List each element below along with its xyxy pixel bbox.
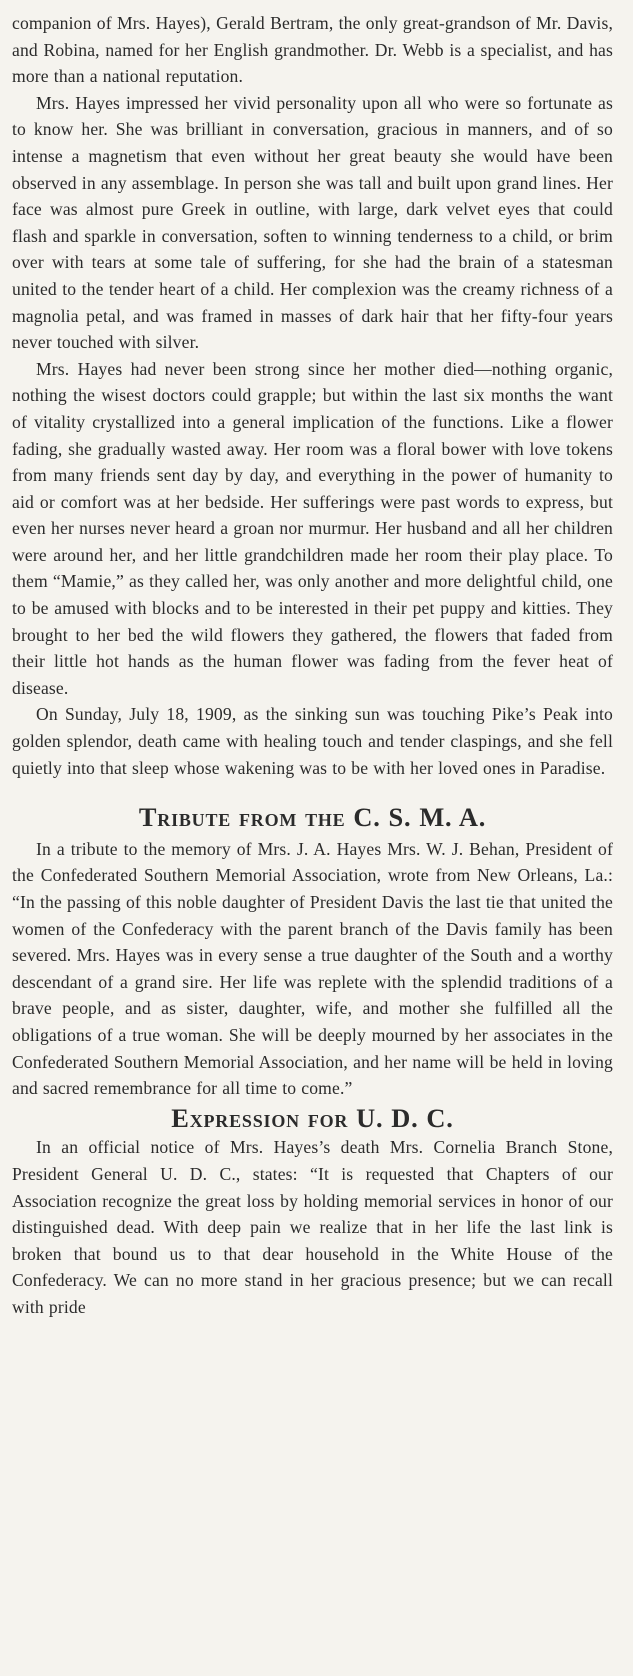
- section-heading-csma: Tribute from the C. S. M. A.: [138, 802, 487, 833]
- section-heading-udc: Expression for U. D. C.: [171, 1102, 454, 1133]
- paragraph-personality: Mrs. Hayes impressed her vivid personality upon all who were so fortunate as to know her. She was brilliant in conversation, gracious in manners, and of so intense a magnetism that even without her great beauty she would have been observed in any assemblage. In person she was tall and built upon grand lines. Her face was almost pure Greek in outline, with large, dark velvet eyes that could flash and sparkle in conversation, soften to winning tenderness to a child, or brim over with tears at some tale of suffering, for she had the brain of a statesman united to the tender heart of a child. Her complexion was the creamy richness of a magnolia petal, and was framed in masses of dark hair that her fifty-four years never touched with silver.: [12, 92, 613, 353]
- paragraph-death: On Sunday, July 18, 1909, as the sinking sun was touching Pike’s Peak into golden splendor, death came with healing touch and tender claspings, and she fell quietly into that sleep whose wakening was to be with her loved ones in Paradise.: [12, 704, 613, 778]
- document-page: [12, 10, 613, 1321]
- paragraph-csma-tribute: In a tribute to the memory of Mrs. J. A. Hayes Mrs. W. J. Behan, President of the Confederated Southern Memorial Association, wrote from New Orleans, La.: “In the passing of this noble daughter of President Davis the last tie that united the women of the Confederacy with the parent branch of the Davis family has been severed. Mrs. Hayes was in every sense a true daughter of the South and a worthy descendant of a grand sire. Her life was replete with the splendid traditions of a brave people, and as sister, daughter, wife, and mother she fulfilled all the obligations of a true woman. She will be deeply mourned by her associates in the Confederated Southern Memorial Association, and her name will be held in loving and sacred remembrance for all time to come.”: [12, 838, 613, 1099]
- paragraph-udc-expression: In an official notice of Mrs. Hayes’s death Mrs. Cornelia Branch Stone, President General U. D. C., states: “It is requested that Chapters of our Association recognize the great loss by holding memorial services in honor of our distinguished dead. With deep pain we realize that in her life the last link is broken that bound us to that dear household in the White House of the Confederacy. We can no more stand in her gracious presence; but we can recall with pride: [12, 1137, 613, 1317]
- paragraph-continuation: companion of Mrs. Hayes), Gerald Bertram, the only great-grandson of Mr. Davis, and Robina, named for her English grandmother. Dr. Webb is a specialist, and has more than a national reputation.: [12, 13, 613, 87]
- paragraph-illness: Mrs. Hayes had never been strong since her mother died—nothing organic, nothing the wisest doctors could grapple; but within the last six months the want of vitality crystallized into a general implication of the functions. Like a flower fading, she gradually wasted away. Her room was a floral bower with love tokens from many friends sent day by day, and everything in the power of humanity to aid or comfort was at her bedside. Her sufferings were past words to express, but even her nurses never heard a groan nor murmur. Her husband and all her children were around her, and her little grandchildren made her room their play place. To them “Mamie,” as they called her, was only another and more delightful child, one to be amused with blocks and to be interested in their pet puppy and kitties. They brought to her bed the wild flowers they gathered, the flowers that faded from their little hot hands as the human flower was fading from the fever heat of disease.: [12, 358, 613, 698]
